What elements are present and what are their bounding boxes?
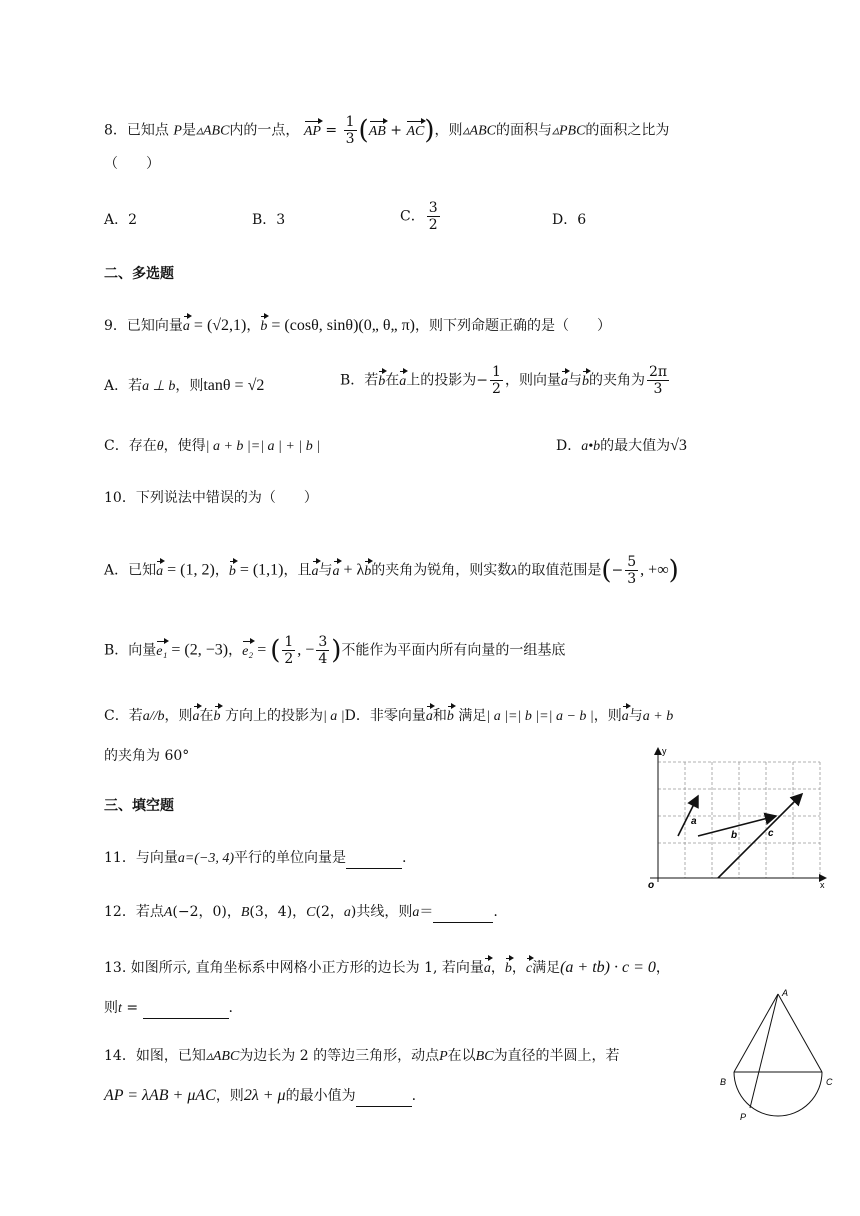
- q8-option-a: A．2: [104, 212, 138, 228]
- q12-period: .: [493, 904, 498, 920]
- frac-den: 2: [428, 217, 438, 233]
- semicircle-arc: [734, 1072, 822, 1116]
- comma-minus: , −: [297, 641, 315, 659]
- q12-var-a: a: [412, 905, 420, 920]
- q9-c-label: C．存在: [104, 438, 157, 454]
- q8-frac-num: 1: [345, 114, 355, 130]
- origin-label: o: [648, 880, 655, 891]
- frac-num: 3: [318, 634, 328, 650]
- q14-text: 在以: [447, 1048, 476, 1064]
- q8-text: 的面积与: [495, 122, 552, 139]
- vertex-c-label: C: [826, 1077, 833, 1087]
- minus: −: [476, 372, 489, 389]
- vector-a: a: [622, 707, 629, 727]
- q14-text: 的最小值为: [285, 1088, 356, 1104]
- q9-text: 9．已知向量: [104, 318, 183, 334]
- q9-b-frac: [490, 364, 503, 397]
- q9-text: 在: [385, 372, 400, 389]
- q10-b-frac1: [282, 634, 295, 667]
- q8-text: ，则: [434, 122, 463, 139]
- q9-text: 与: [567, 372, 582, 389]
- frac-num: 3: [428, 200, 438, 216]
- q13-text: ，: [655, 960, 670, 976]
- q8-vector-ac: AC: [406, 122, 424, 142]
- vector-e2: e₂: [242, 642, 253, 662]
- axis-y-label: y: [662, 746, 667, 756]
- q9-theta: θ: [156, 439, 164, 454]
- q12-answer-blank[interactable]: [433, 902, 493, 923]
- q10-text: ，则: [593, 708, 622, 724]
- q12-text: (2，: [315, 904, 344, 920]
- q10-d-sum: a + b: [642, 709, 674, 724]
- q9-option-c: [104, 436, 320, 457]
- q14-text: ，则: [215, 1088, 244, 1104]
- frac-num: 5: [627, 554, 637, 570]
- q9-text: ，使得: [163, 438, 206, 454]
- q10-text: 的取值范围是: [517, 562, 602, 579]
- q12-line: [104, 902, 498, 923]
- q9-d-value: √3: [670, 437, 687, 454]
- q14-segment-bc: BC: [475, 1049, 494, 1064]
- q8-vector-ab: AB: [369, 122, 386, 142]
- vector-b: b: [505, 959, 512, 979]
- comma: ，: [511, 960, 526, 976]
- q12-point-c: C: [306, 905, 316, 920]
- q13-period: .: [228, 1000, 233, 1016]
- vector-c: c: [526, 959, 532, 979]
- q8-text: 是: [181, 122, 196, 139]
- q8-option-c: [400, 200, 442, 233]
- q10-lambda: λ: [511, 563, 518, 579]
- q10-text: 满足: [453, 708, 487, 724]
- q9-b-value: = (cosθ, sinθ)(0„ θ„ π): [267, 317, 415, 334]
- q14-line2: [104, 1086, 416, 1107]
- q9-b-angle: [647, 364, 669, 397]
- vector-b: b: [214, 707, 221, 727]
- vector-b: b: [447, 707, 454, 727]
- q12-text: (−2，0)，: [172, 904, 241, 920]
- q9-a-condition: a ⊥ b: [142, 379, 176, 394]
- q13-text: 满足: [532, 960, 561, 976]
- equals: =: [121, 1000, 143, 1016]
- q13-expression: (a + tb) · c = 0: [560, 959, 656, 976]
- vector-a: a: [333, 562, 340, 582]
- vector-a: a: [561, 372, 568, 392]
- vector-grid-figure: [636, 742, 830, 892]
- q9-text: 的夹角为: [588, 372, 645, 389]
- vector-a: a: [312, 562, 319, 582]
- q8-triangle: ▵ABC: [195, 123, 230, 139]
- q10-option-a: A．已知a = (1, 2)，b = (1,1)，且a与a + λb的夹角为锐角，则实数λ的取值范围是(− $\frac{5}{3}$ , +∞): [104, 554, 679, 587]
- vector-b: b: [582, 372, 589, 392]
- frac-num: 1: [492, 364, 501, 380]
- axis-x-label: x: [820, 880, 825, 890]
- vector-b-label: b: [731, 830, 738, 841]
- q9-d-label: D．: [556, 438, 582, 454]
- q11-text: 11．与向量: [104, 850, 178, 866]
- q9-vector-b: b: [260, 317, 267, 337]
- q10-text: 和: [432, 708, 447, 724]
- q10-text: ，且: [283, 562, 312, 579]
- point-p-label: P: [740, 1112, 747, 1122]
- triangle-semicircle-figure: [716, 984, 846, 1124]
- vector-b: b: [229, 562, 236, 582]
- vertex-b-label: B: [720, 1077, 727, 1087]
- q13-line2: [104, 998, 233, 1019]
- q8-text: 已知点: [126, 122, 169, 139]
- vector-e1: e₁: [156, 642, 167, 662]
- q9-option-b: [340, 364, 671, 397]
- q13-text: 则: [104, 1000, 118, 1016]
- q13-line1: [104, 958, 670, 979]
- q10-abs-a: | a |: [322, 709, 345, 724]
- q10-b-value: = (1,1): [235, 561, 284, 579]
- q10-infinity: , +∞: [640, 561, 669, 579]
- q12-text: ＝: [419, 904, 434, 920]
- q13-text: 13. 如图所示, 直角坐标系中网格小正方形的边长为 1, 若向量: [104, 960, 484, 976]
- q14-point-p: P: [439, 1049, 448, 1064]
- q14-period: .: [411, 1088, 417, 1104]
- q10-plus-lambda: + λ: [339, 561, 365, 579]
- q9-d-expr: a•b: [581, 439, 601, 454]
- q8-triangle: ▵ABC: [462, 123, 496, 139]
- q8-point-p: P: [173, 123, 182, 139]
- q9-text: ，则下列命题正确的是（ ）: [415, 318, 611, 334]
- vector-a: a: [484, 959, 491, 979]
- q14-triangle: ▵ABC: [205, 1049, 240, 1064]
- q8-fraction: [344, 114, 357, 147]
- q8-option-c-label: C．: [400, 208, 425, 225]
- q10-stem: 10．下列说法中错误的为（ ）: [104, 490, 318, 506]
- q10-option-b: B．向量e₁ = (2, −3)，e₂ = ( $\frac{1}{2}$ , − $\frac{3}{4}$ )不能作为平面内所有向量的一组基底: [104, 634, 566, 667]
- vector-b: b: [378, 372, 385, 392]
- q8-frac-den: 3: [345, 131, 355, 147]
- q10-b-frac2: [316, 634, 329, 667]
- vector-a: a: [156, 562, 163, 582]
- q10-parallel: a//b: [142, 709, 165, 724]
- q11-text: 平行的单位向量是: [234, 850, 347, 866]
- equals: =: [253, 641, 271, 659]
- q8-number: 8．: [104, 122, 127, 139]
- frac-num: 2π: [648, 364, 668, 380]
- q14-text: 14．如图，已知: [104, 1048, 206, 1064]
- q12-text: )共线，则: [350, 904, 413, 920]
- vector-a: a: [193, 707, 200, 727]
- q9-b-label: B．若: [340, 372, 379, 389]
- minus: −: [611, 562, 624, 579]
- q8-paren: （ ）: [104, 156, 160, 172]
- vertex-a-label: A: [782, 988, 789, 998]
- side-ab: [734, 994, 778, 1072]
- q14-line1: [104, 1046, 620, 1067]
- q10-d-label: D．非零向量: [344, 708, 426, 724]
- q12-point-a: A: [163, 905, 173, 920]
- q10-a-frac: [625, 554, 638, 587]
- q8-vector-ap: AP: [304, 122, 321, 142]
- q12-text: 12．若点: [104, 904, 164, 920]
- q8-option-d: D．6: [552, 212, 587, 228]
- q10-option-c-d: [104, 706, 673, 727]
- q10-text: ，则: [164, 708, 193, 724]
- q10-b-label: B．向量: [104, 642, 157, 659]
- q10-d-condition: | a |=| b |=| a − b |: [486, 709, 594, 724]
- q10-text: 方向上的投影为: [220, 708, 323, 724]
- frac-num: 1: [284, 634, 294, 650]
- q8-line1: 8．已知点 P是▵ABC内的一点， AP = $\frac{1}{3}$ (AB + AC)，则▵ABC的面积与▵PBC的面积之比为: [104, 114, 670, 147]
- q10-text: 的夹角为锐角，则实数: [371, 562, 512, 579]
- q9-text: ，则: [175, 378, 204, 394]
- q8-triangle: ▵PBC: [551, 123, 586, 139]
- section-heading-fill: 三、填空题: [104, 798, 174, 814]
- q8-text: 内的一点，: [229, 122, 300, 139]
- q9-vector-a: a: [183, 317, 190, 337]
- comma: ，: [490, 960, 505, 976]
- q9-c-expr: | a + b |=| a | + | b |: [205, 439, 321, 454]
- q10-text: 不能作为平面内所有向量的一组基底: [341, 642, 566, 659]
- q8-option-c-frac: [427, 200, 440, 233]
- q8-plus: +: [390, 122, 402, 139]
- q11-answer-blank[interactable]: [346, 848, 402, 869]
- q14-expression2: 2λ + μ: [243, 1087, 286, 1104]
- q9-a-result: tanθ = √2: [203, 377, 265, 394]
- q9-a-value: = (√2,1): [189, 317, 247, 334]
- q9-text: 的最大值为: [600, 438, 671, 454]
- q13-var-t: t: [118, 1001, 122, 1016]
- side-ac: [778, 994, 822, 1072]
- q10-d-line2: 的夹角为 60°: [104, 748, 190, 764]
- q9-text: ，则向量: [504, 372, 561, 389]
- q11-vector: a=(−3, 4): [177, 851, 235, 866]
- grid-lines: [658, 762, 820, 878]
- frac-den: 3: [653, 381, 663, 397]
- q8-equals: =: [320, 122, 342, 139]
- q12-point-b: B: [240, 905, 250, 920]
- vector-c-label: c: [768, 828, 774, 839]
- q9-a-label: A．若: [104, 378, 143, 394]
- q9-option-a: [104, 376, 264, 397]
- frac-den: 2: [492, 381, 501, 397]
- q9-text: 上的投影为: [406, 372, 477, 389]
- q12-text: (3，4)，: [249, 904, 307, 920]
- vector-a-label: a: [691, 816, 697, 827]
- q8-option-b: B．3: [252, 212, 286, 228]
- q9-stem: 9．已知向量a = (√2,1)，b = (cosθ, sinθ)(0„ θ„ π)，则下列命题正确的是（ ）: [104, 316, 611, 337]
- q10-text: 与: [628, 708, 643, 724]
- vector-b: b: [364, 562, 371, 582]
- q10-a-value: = (1, 2): [163, 561, 215, 579]
- section-heading-multi: 二、多选题: [104, 266, 174, 282]
- q13-answer-blank[interactable]: [143, 998, 229, 1019]
- q10-c-label: C．若: [104, 708, 143, 724]
- segment-ap: [750, 994, 778, 1108]
- q10-a-label: A．已知: [104, 562, 157, 579]
- frac-den: 2: [284, 651, 294, 667]
- frac-den: 3: [627, 571, 637, 587]
- q14-answer-blank[interactable]: [356, 1086, 412, 1107]
- q14-text: 为边长为 2 的等边三角形，动点: [239, 1048, 440, 1064]
- q10-e1-value: = (2, −3): [167, 641, 229, 659]
- q11-line: [104, 848, 407, 869]
- q10-text: 在: [199, 708, 214, 724]
- q14-expression: AP = λAB + μAC: [104, 1087, 216, 1104]
- q11-period: .: [402, 850, 407, 866]
- q8-text: 的面积之比为: [585, 122, 670, 139]
- q12-var-a: a: [343, 905, 351, 920]
- vector-a: a: [426, 707, 433, 727]
- q9-option-d: [556, 436, 687, 457]
- q14-text: 为直径的半圆上，若: [493, 1048, 620, 1064]
- q10-text: 与: [318, 562, 333, 579]
- frac-den: 4: [318, 651, 328, 667]
- vector-a: a: [399, 372, 406, 392]
